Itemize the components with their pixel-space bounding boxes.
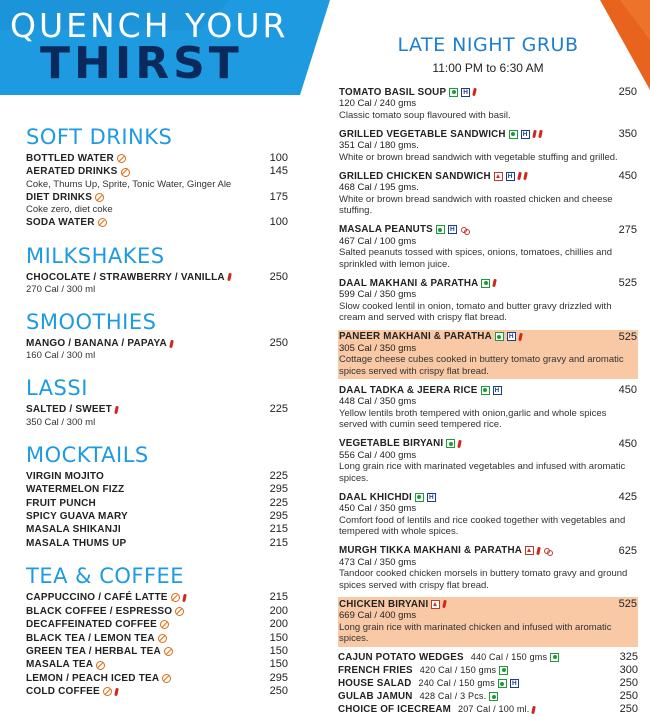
menu-item-calories: 420 Cal / 150 gms — [419, 664, 497, 675]
menu-item-description: Classic tomato soup flavoured with basil. — [339, 109, 511, 121]
menu-item-price: 250 — [269, 337, 288, 350]
menu-item-name-wrap — [26, 337, 173, 350]
menu-item-name: GRILLED CHICKEN SANDWICH — [339, 170, 491, 182]
menu-item-price: 350 — [618, 128, 637, 140]
menu-item — [26, 165, 288, 178]
menu-item-price: 215 — [269, 536, 288, 549]
section-title: MILKSHAKES — [26, 243, 165, 268]
healthy-icon: H — [521, 130, 530, 139]
menu-item — [26, 658, 288, 671]
section-smoothies — [26, 310, 288, 362]
menu-item-name-wrap — [26, 510, 128, 523]
chili-icon — [114, 688, 119, 696]
menu-item-name: SALTED / SWEET — [26, 404, 112, 416]
menu-item-name-wrap — [339, 438, 461, 449]
menu-item-price: 450 — [618, 437, 637, 450]
veg-icon — [446, 439, 455, 448]
menu-item-name: PANEER MAKHANI & PARATHA — [339, 331, 492, 342]
menu-item-name-wrap — [26, 591, 186, 604]
healthy-icon: H — [427, 493, 436, 502]
chili-icon — [457, 439, 462, 447]
menu-item — [338, 544, 638, 594]
no-sugar-icon — [158, 634, 167, 643]
menu-item-name-wrap — [26, 645, 173, 658]
menu-item-name-wrap — [338, 703, 535, 716]
menu-item — [26, 618, 288, 631]
menu-item — [26, 672, 288, 685]
no-sugar-icon — [96, 661, 105, 670]
menu-item-price: 250 — [269, 270, 288, 283]
menu-item-name: VEGETABLE BIRYANI — [339, 438, 444, 449]
menu-item-name: DAAL MAKHANI & PARATHA — [339, 277, 479, 289]
late-night-grub-title: LATE NIGHT GRUB — [397, 34, 579, 56]
menu-item-price: 295 — [269, 483, 288, 496]
menu-item — [338, 85, 638, 123]
menu-item-price: 200 — [269, 604, 288, 617]
section-soft-drinks — [26, 125, 288, 230]
menu-item — [26, 483, 288, 496]
menu-item-name: CAJUN POTATO WEDGES — [338, 651, 464, 663]
menu-item-price: 250 — [619, 703, 638, 716]
menu-item-name: FRUIT PUNCH — [26, 497, 96, 509]
veg-icon — [495, 332, 504, 341]
no-sugar-icon — [103, 687, 112, 696]
menu-item — [26, 337, 288, 350]
menu-item-name: MASALA SHIKANJI — [26, 524, 121, 536]
menu-item-name: CHOCOLATE / STRAWBERRY / VANILLA — [26, 271, 225, 283]
menu-item-name-wrap — [26, 672, 171, 685]
menu-item-calories: 467 Cal / 100 gms — [339, 235, 417, 247]
veg-icon — [481, 279, 490, 288]
menu-item — [338, 169, 638, 219]
section-title: SMOOTHIES — [26, 310, 157, 335]
menu-item-name: MASALA PEANUTS — [339, 224, 433, 235]
menu-item-calories: 556 Cal / 400 gms — [339, 449, 417, 461]
menu-item-name-wrap — [338, 677, 519, 690]
menu-item — [26, 537, 288, 550]
menu-item-calories: 240 Cal / 150 gms — [418, 677, 495, 688]
menu-item-price: 150 — [269, 658, 288, 671]
menu-item-price: 145 — [269, 165, 288, 178]
menu-item-description: Salted peanuts tossed with spices, onions, tomatoes, chillies and sprinkled with lemon juice. — [339, 247, 613, 270]
menu-item-calories: 428 Cal / 3 Pcs. — [419, 691, 487, 702]
menu-item-name: BLACK TEA / LEMON TEA — [26, 632, 155, 644]
menu-item-calories: 473 Cal / 350 gms — [339, 556, 417, 568]
menu-item-header — [339, 170, 637, 182]
menu-item-name-wrap — [339, 129, 542, 140]
menu-item-name: LEMON / PEACH ICED TEA — [26, 672, 160, 684]
menu-item-price: 425 — [618, 491, 637, 503]
menu-item-name: WATERMELON FIZZ — [26, 484, 125, 496]
menu-item-name: BLACK COFFEE / ESPRESSO — [26, 605, 173, 617]
menu-item-calories: 599 Cal / 350 gms — [339, 289, 417, 300]
menu-item-name-wrap — [338, 664, 508, 677]
menu-item-name: COLD COFFEE — [26, 686, 100, 698]
menu-item-price: 625 — [618, 544, 637, 557]
section-tea-coffee — [26, 564, 288, 698]
menu-item-description: Slow cooked lentil in onion, tomato and butter gravy drizzled with cream and served with crispy flat bread. — [339, 300, 612, 323]
menu-item-header — [339, 86, 637, 98]
header-title-line1: QUENCH YOUR — [10, 6, 289, 45]
menu-item-calories: 450 Cal / 350 gms — [339, 503, 417, 514]
menu-item-name-wrap — [26, 271, 231, 284]
menu-item-price: 100 — [269, 152, 288, 164]
menu-item-price: 450 — [618, 170, 637, 182]
menu-item-name-wrap — [26, 470, 104, 483]
menu-item-name-wrap — [338, 690, 498, 703]
menu-item — [338, 703, 638, 716]
menu-item-subtext: 350 Cal / 300 ml — [26, 416, 96, 428]
menu-item-name: SODA WATER — [26, 217, 95, 229]
menu-item-name: CHOICE OF ICECREAM — [338, 704, 452, 716]
section-title: SOFT DRINKS — [26, 125, 173, 149]
menu-item — [26, 152, 288, 165]
menu-item-name-wrap — [339, 171, 527, 182]
menu-item-name: GREEN TEA / HERBAL TEA — [26, 645, 161, 657]
healthy-icon: H — [506, 172, 515, 181]
menu-item-description: Long grain rice with marinated chicken and infused with aromatic spices. — [339, 621, 612, 644]
menu-item-name: GULAB JAMUN — [338, 691, 413, 703]
menu-item-name: DAAL KHICHDI — [339, 491, 412, 503]
menu-item-name: BOTTLED WATER — [26, 153, 114, 164]
menu-item — [26, 216, 288, 229]
menu-item-description: Tandoor cooked chicken morsels in buttery tomato gravy and ground spices served with crispy flat bread. — [339, 568, 628, 591]
left-column — [26, 125, 288, 699]
menu-item — [26, 271, 288, 284]
menu-item — [26, 685, 288, 698]
non-veg-icon — [431, 600, 440, 609]
menu-item-header — [339, 331, 637, 343]
menu-item-calories: 207 Cal / 100 ml. — [458, 704, 530, 715]
menu-item — [26, 645, 288, 658]
veg-icon — [550, 653, 559, 662]
menu-item-calories: 120 Cal / 240 gms — [339, 98, 417, 109]
veg-icon — [498, 679, 507, 688]
menu-item — [338, 437, 638, 487]
menu-item-name-wrap — [26, 403, 118, 416]
no-sugar-icon — [175, 607, 184, 616]
no-sugar-icon — [117, 154, 126, 163]
menu-item-subtext: Coke zero, diet coke — [26, 204, 113, 216]
menu-item-price: 225 — [269, 403, 288, 416]
menu-item-header — [339, 491, 637, 503]
menu-item-price: 250 — [618, 86, 637, 98]
menu-item-name-wrap — [26, 605, 184, 618]
menu-item-name-wrap — [339, 545, 552, 556]
menu-item-price: 150 — [269, 644, 288, 657]
menu-item-description: Cottage cheese cubes cooked in buttery tomato gravy and aromatic spices served with crispy flat bread. — [339, 354, 624, 377]
chili-icon — [227, 273, 232, 281]
menu-item-name-wrap — [339, 278, 496, 289]
menu-item-header — [339, 545, 637, 557]
chili-icon — [517, 172, 522, 180]
non-veg-icon — [494, 172, 503, 181]
menu-item — [26, 510, 288, 523]
menu-item-calories: 440 Cal / 150 gms — [470, 651, 548, 662]
menu-item-price: 450 — [618, 384, 637, 396]
menu-item-header — [339, 277, 637, 289]
menu-item-description: White or brown bread sandwich with roasted chicken and cheese stuffing. — [339, 193, 613, 216]
menu-item-header — [339, 384, 637, 396]
menu-item-name: FRENCH FRIES — [338, 664, 413, 676]
menu-item-name: HOUSE SALAD — [338, 677, 412, 689]
menu-item — [338, 677, 638, 690]
menu-item — [338, 383, 638, 433]
chili-icon — [182, 594, 187, 602]
section-title: MOCKTAILS — [26, 442, 149, 467]
veg-icon — [499, 666, 508, 675]
menu-item-header — [339, 128, 637, 140]
menu-item-name: DECAFFEINATED COFFEE — [26, 619, 158, 631]
menu-item-price: 200 — [269, 618, 288, 631]
menu-item — [26, 403, 288, 416]
menu-item-name-wrap — [26, 632, 167, 645]
menu-item-price: 150 — [269, 631, 288, 644]
menu-item-price: 225 — [269, 469, 288, 482]
menu-item-name: CAPPUCCINO / CAFÉ LATTE — [26, 592, 168, 604]
menu-item-name-wrap — [26, 165, 130, 178]
menu-item-calories: 448 Cal / 350 gms — [339, 396, 417, 407]
veg-icon — [436, 225, 445, 234]
menu-item-description: Yellow lentils broth tempered with onion,garlic and whole spices served with cumin seed tempered rice. — [339, 407, 607, 430]
menu-item-name-wrap — [26, 537, 126, 550]
header-title-line2: THIRST — [40, 38, 243, 89]
menu-item — [338, 223, 638, 273]
menu-item-calories: 468 Cal / 195 gms. — [339, 182, 419, 193]
menu-item — [26, 523, 288, 536]
chili-icon — [443, 600, 448, 608]
menu-item-price: 295 — [269, 671, 288, 684]
menu-item-name: TOMATO BASIL SOUP — [339, 86, 447, 98]
menu-item — [26, 470, 288, 483]
menu-item-header — [339, 598, 637, 610]
menu-item-price: 275 — [618, 223, 637, 236]
menu-item-name: MASALA TEA — [26, 659, 94, 671]
no-sugar-icon — [98, 218, 107, 227]
menu-item-name: SPICY GUAVA MARY — [26, 511, 128, 523]
menu-item-description: Long grain rice with marinated vegetables and infused with aromatic spices. — [339, 461, 626, 484]
menu-item-description: Comfort food of lentils and rice cooked together with vegetables and tempered with whole spices. — [339, 514, 626, 537]
menu-item-name-wrap — [26, 152, 126, 165]
no-sugar-icon — [95, 193, 104, 202]
menu-item-price: 215 — [269, 591, 288, 604]
menu-item-name-wrap — [26, 685, 118, 698]
no-sugar-icon — [171, 593, 180, 602]
veg-icon — [449, 88, 458, 97]
menu-item-name-wrap — [339, 385, 502, 396]
menu-item-price: 525 — [618, 277, 637, 289]
menu-item-name-wrap — [339, 331, 522, 342]
menu-item-name: DIET DRINKS — [26, 191, 93, 203]
menu-item-description: White or brown bread sandwich with vegetable stuffing and grilled. — [339, 151, 618, 163]
menu-item — [338, 276, 638, 326]
healthy-icon: H — [448, 225, 457, 234]
menu-item-name-wrap — [339, 599, 446, 610]
menu-item-price: 215 — [269, 523, 288, 536]
menu-item — [26, 632, 288, 645]
chili-icon — [518, 332, 523, 340]
highlighted-menu-item — [338, 597, 638, 647]
menu-item-price: 295 — [269, 510, 288, 523]
menu-item-price: 300 — [619, 663, 638, 676]
menu-item-name-wrap — [26, 216, 107, 229]
menu-item-subtext: Coke, Thums Up, Sprite, Tonic Water, Ginger Ale — [26, 178, 232, 190]
menu-item-name: AERATED DRINKS — [26, 166, 118, 178]
healthy-icon: H — [510, 679, 519, 688]
menu-item-name: GRILLED VEGETABLE SANDWICH — [339, 128, 506, 140]
veg-icon — [415, 493, 424, 502]
chili-icon — [114, 406, 119, 414]
menu-item-name: MASALA THUMS UP — [26, 537, 127, 549]
menu-item-name-wrap — [26, 497, 96, 510]
chili-icon — [532, 706, 537, 714]
highlighted-menu-item — [338, 330, 638, 380]
chili-icon — [169, 340, 174, 348]
menu-item-name: VIRGIN MOJITO — [26, 470, 104, 482]
nut-icon — [460, 226, 469, 234]
no-sugar-icon — [162, 674, 171, 683]
menu-item — [26, 191, 288, 204]
healthy-icon: H — [461, 88, 470, 97]
chili-icon — [532, 130, 537, 138]
menu-item-price: 525 — [618, 330, 637, 343]
menu-item-name-wrap — [338, 651, 559, 664]
healthy-icon: H — [493, 386, 502, 395]
nut-icon — [543, 547, 552, 555]
no-sugar-icon — [160, 620, 169, 629]
menu-item-price: 100 — [269, 216, 288, 229]
chili-icon — [523, 172, 528, 180]
menu-item — [26, 605, 288, 618]
menu-item-price: 175 — [269, 190, 288, 203]
late-night-hours: 11:00 PM to 6:30 AM — [432, 61, 544, 75]
menu-item-price: 250 — [269, 685, 288, 698]
chili-icon — [493, 279, 498, 287]
menu-item-name: DAAL TADKA & JEERA RICE — [339, 384, 478, 396]
menu-item — [338, 651, 638, 664]
menu-item-name-wrap — [26, 658, 105, 671]
section-title: TEA & COFFEE — [26, 564, 185, 589]
menu-item — [338, 490, 638, 540]
menu-item-subtext: 160 Cal / 300 ml — [26, 350, 96, 362]
menu-item-name-wrap — [26, 483, 124, 496]
menu-item-header — [339, 224, 637, 236]
healthy-icon: H — [507, 332, 516, 341]
veg-icon — [509, 130, 518, 139]
menu-item — [338, 664, 638, 677]
chili-icon — [536, 546, 541, 554]
menu-item-name-wrap — [26, 618, 169, 631]
menu-item — [338, 127, 638, 165]
menu-item — [338, 690, 638, 703]
chili-icon — [538, 130, 543, 138]
menu-item — [26, 497, 288, 510]
menu-item-name: MURGH TIKKA MAKHANI & PARATHA — [339, 545, 523, 556]
menu-item-name-wrap — [26, 523, 121, 536]
menu-item-name: CHICKEN BIRYANI — [339, 598, 429, 610]
menu-item-name-wrap — [339, 224, 469, 235]
veg-icon — [481, 386, 490, 395]
menu-item-name: MANGO / BANANA / PAPAYA — [26, 338, 167, 350]
menu-item-name-wrap — [339, 492, 436, 503]
menu-item-price: 225 — [269, 496, 288, 509]
menu-item-price: 250 — [619, 676, 638, 689]
menu-item — [26, 591, 288, 604]
right-column — [338, 34, 638, 717]
menu-item-subtext: 270 Cal / 300 ml — [26, 284, 96, 296]
menu-item-price: 525 — [618, 598, 637, 610]
no-sugar-icon — [121, 168, 130, 177]
menu-item-name-wrap — [339, 87, 476, 98]
no-sugar-icon — [164, 647, 173, 656]
menu-item-calories: 305 Cal / 350 gms — [339, 342, 417, 354]
section-lassi — [26, 376, 288, 428]
menu-item-name-wrap — [26, 191, 104, 204]
menu-item-calories: 669 Cal / 400 gms — [339, 610, 417, 621]
section-milkshakes — [26, 244, 288, 296]
menu-item-price: 250 — [619, 690, 638, 703]
menu-item-header — [339, 438, 637, 450]
non-veg-icon — [525, 546, 534, 555]
section-title: LASSI — [26, 376, 88, 401]
chili-icon — [472, 88, 477, 96]
section-mocktails — [26, 443, 288, 550]
menu-item-calories: 351 Cal / 180 gms. — [339, 140, 419, 151]
veg-icon — [489, 692, 498, 701]
menu-item-price: 325 — [619, 650, 638, 663]
